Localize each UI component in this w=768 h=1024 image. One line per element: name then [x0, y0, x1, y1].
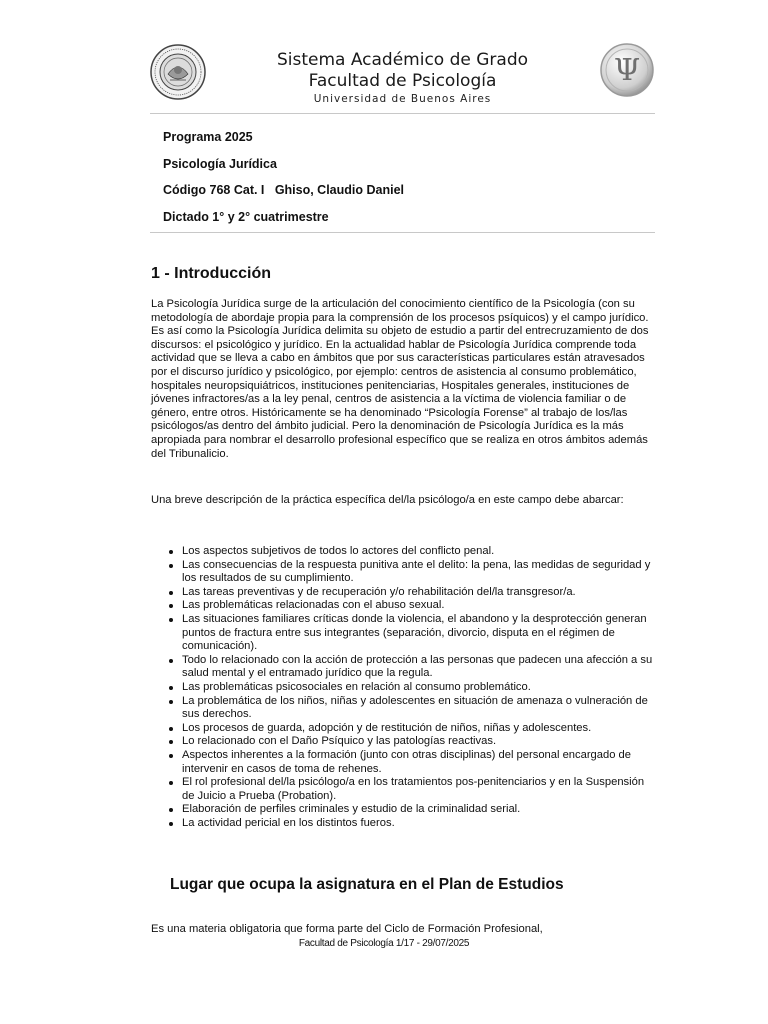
practice-description-paragraph: Una breve descripción de la práctica específica del/la psicólogo/a en este campo debe abarcar: — [151, 494, 624, 506]
document-header — [150, 40, 655, 110]
list-item: Los aspectos subjetivos de todos lo actores del conflicto penal. — [167, 545, 659, 559]
psi-emblem-icon — [599, 42, 655, 98]
list-item: Las consecuencias de la respuesta punitiva ante el delito: la pena, las medidas de seguridad y los resultados de su cumplimiento. — [167, 559, 659, 586]
header-title-line2: Facultad de Psicología — [308, 71, 497, 91]
list-item: Lo relacionado con el Daño Psíquico y las patologías reactivas. — [167, 735, 659, 749]
list-item: Todo lo relacionado con la acción de protección a las personas que padecen una afección a su salud mental y el entramado jurídico que la regula. — [167, 654, 659, 681]
header-title — [150, 50, 655, 92]
section-heading-plan-estudios: Lugar que ocupa la asignatura en el Plan de Estudios — [170, 876, 564, 893]
list-item: Aspectos inherentes a la formación (junto con otras disciplinas) del personal encargado de intervenir en casos de toma de rehenes. — [167, 749, 659, 776]
intro-paragraph: La Psicología Jurídica surge de la articulación del conocimiento científico de la Psicología (con su metodología de abordaje propia para la comprensión de los procesos psíquicos) y el campo jurídico. Es así como la Psicología Jurídica delimita su objeto de estudio a partir del entrecruzamiento de dos discursos: el psicológico y jurídico. En la actualidad hablar de Psicología Jurídica comprende toda actividad que se lleva a cabo en ámbitos que por sus características particulares están atravesados por el discurso jurídico y psicológico, por ejemplo: centros de asistencia al consumo problemático, hospitales neuropsiquiátricos, instituciones penitenciarias, Hospitales generales, instituciones de jóvenes infractores/as a la ley penal, centros de asistencia a la víctima de violencia familiar o de género, entre otros. Históricamente se ha denominado “Psicología Forense” al trabajo de los/las psicólogos/as dentro del ámbito judicial. Pero la denominación de Psicología Jurídica es la más apropiada para nombrar el desarrollo profesional específico que se realiza en otros ámbitos además del Tribunalicio. — [151, 298, 649, 460]
plan-estudios-paragraph: Es una materia obligatoria que forma parte del Ciclo de Formación Profesional, — [151, 923, 543, 935]
info-divider — [150, 232, 655, 233]
subject-code-professor: Código 768 Cat. I Ghiso, Claudio Daniel — [163, 183, 405, 197]
list-item: La problemática de los niños, niñas y adolescentes en situación de amenaza o vulneración de sus derechos. — [167, 695, 659, 722]
page-footer: Facultad de Psicología 1/17 - 29/07/2025 — [298, 938, 470, 949]
list-item: Las tareas preventivas y de recuperación y/o rehabilitación del/la transgresor/a. — [167, 586, 659, 600]
header-subtitle: Universidad de Buenos Aires — [313, 93, 492, 105]
psi-glyph: Ψ — [613, 53, 641, 88]
list-item: Elaboración de perfiles criminales y estudio de la criminalidad serial. — [167, 803, 659, 817]
list-item: El rol profesional del/la psicólogo/a en los tratamientos pos-penitenciarios y en la Suspensión de Juicio a Prueba (Probation). — [167, 776, 659, 803]
list-item: Los procesos de guarda, adopción y de restitución de niños, niñas y adolescentes. — [167, 722, 659, 736]
section-heading-introduccion: 1 - Introducción — [151, 265, 271, 282]
practice-bullet-list — [167, 545, 659, 830]
header-title-line1: Sistema Académico de Grado — [276, 50, 529, 70]
program-year: Programa 2025 — [163, 130, 253, 144]
list-item: La actividad pericial en los distintos fueros. — [167, 817, 659, 831]
list-item: Las problemáticas relacionadas con el abuso sexual. — [167, 599, 659, 613]
dictation-term: Dictado 1° y 2° cuatrimestre — [163, 209, 329, 224]
list-item: Las problemáticas psicosociales en relación al consumo problemático. — [167, 681, 659, 695]
program-info — [163, 124, 404, 230]
subject-name: Psicología Jurídica — [163, 156, 277, 171]
header-divider — [150, 113, 655, 114]
list-item: Las situaciones familiares críticas donde la violencia, el abandono y la desprotección generan puntos de fractura entre sus integrantes (separación, divorcio, disputa en el régimen de comunicación). — [167, 613, 659, 654]
